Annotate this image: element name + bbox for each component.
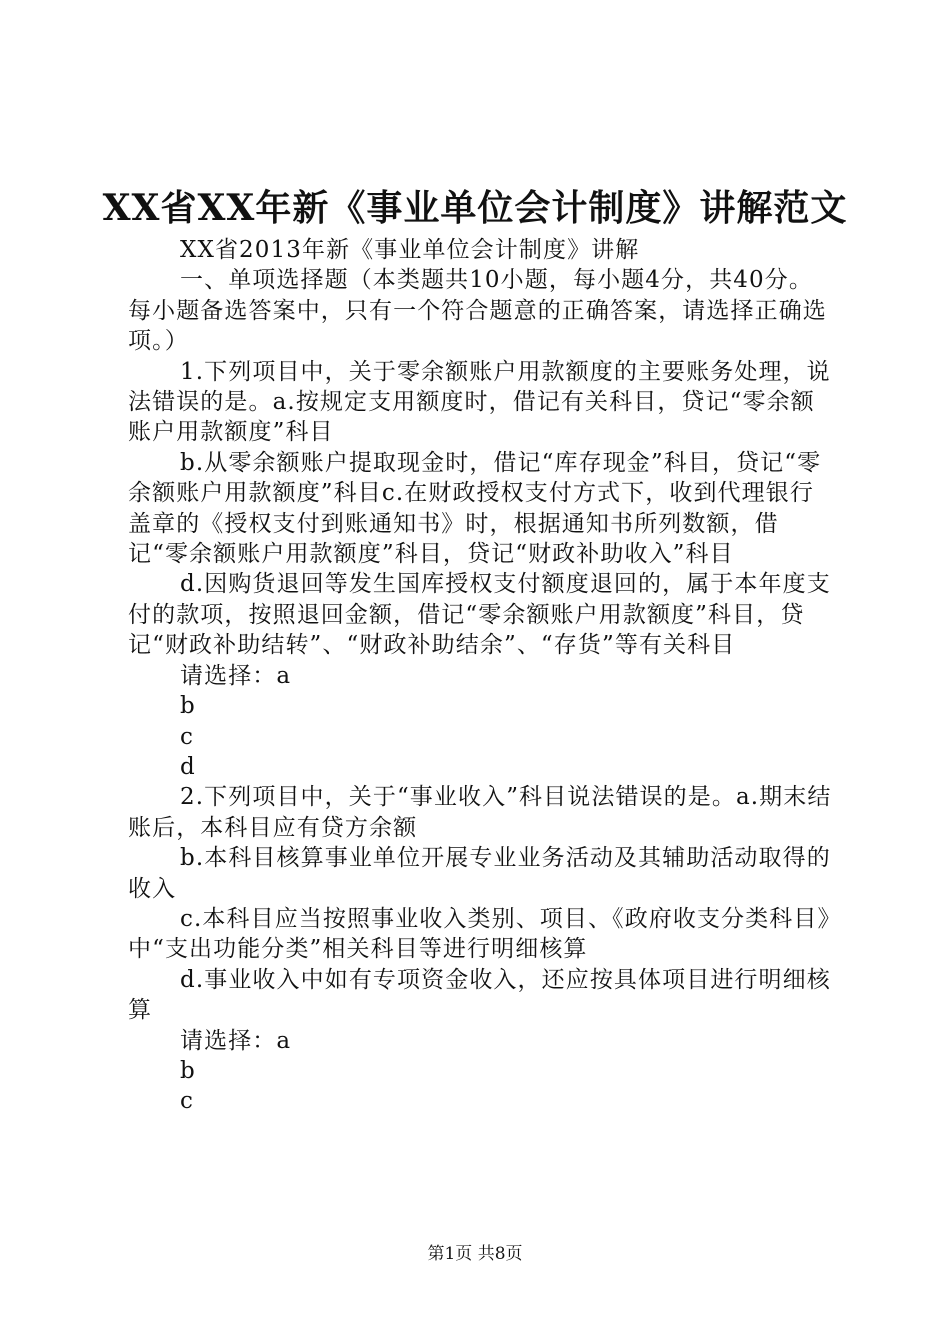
page-footer: 第1页 共8页 bbox=[427, 1244, 523, 1264]
question-1-stem: 1.下列项目中，关于零余额账户用款额度的主要账务处理，说法错误的是。a.按规定支用额度时，借记有关科目，贷记“零余额账户用款额度”科目 bbox=[128, 358, 831, 446]
question-2-choice-a: 请选择：a bbox=[180, 1027, 292, 1054]
question-2-option-c: c.本科目应当按照事业收入类别、项目、《政府收支分类科目》中“支出功能分类”相关科目等进行明细核算 bbox=[128, 905, 831, 963]
question-1-choice-a: 请选择：a bbox=[180, 662, 292, 689]
question-1-choice-c: c bbox=[180, 723, 194, 750]
question-1-choice-b: b bbox=[180, 693, 196, 720]
question-2-choice-c: c bbox=[180, 1088, 194, 1115]
question-1-choice-d: d bbox=[180, 753, 196, 780]
document-title: XX省XX年新《事业单位会计制度》讲解范文 bbox=[102, 187, 848, 229]
question-2-choice-b: b bbox=[180, 1057, 196, 1084]
question-1-options-bc: b.从零余额账户提取现金时，借记“库存现金”科目，贷记“零余额账户用款额度”科目c.在财政授权支付方式下，收到代理银行盖章的《授权支付到账通知书》时，根据通知书所列数额，借记“零余额账户用款额度”科目，贷记“财政补助收入”科目 bbox=[128, 449, 822, 568]
question-2-stem: 2.下列项目中，关于“事业收入”科目说法错误的是。a.期末结账后，本科目应有贷方余额 bbox=[128, 784, 832, 841]
question-2-option-b: b.本科目核算事业单位开展专业业务活动及其辅助活动取得的收入 bbox=[128, 845, 831, 902]
question-1-option-d: d.因购货退回等发生国库授权支付额度退回的，属于本年度支付的款项，按照退回金额，借记“零余额账户用款额度”科目，贷记“财政补助结转”、“财政补助结余”、“存货”等有关科目 bbox=[128, 571, 831, 659]
document-body bbox=[128, 235, 832, 1117]
section-instructions: 一、单项选择题（本类题共10小题，每小题4分，共40分。每小题备选答案中，只有一个符合题意的正确答案，请选择正确选项。） bbox=[128, 267, 827, 355]
question-2-option-d: d.事业收入中如有专项资金收入，还应按具体项目进行明细核算 bbox=[128, 966, 831, 1024]
subtitle-paragraph: XX省2013年新《事业单位会计制度》讲解 bbox=[180, 237, 640, 263]
